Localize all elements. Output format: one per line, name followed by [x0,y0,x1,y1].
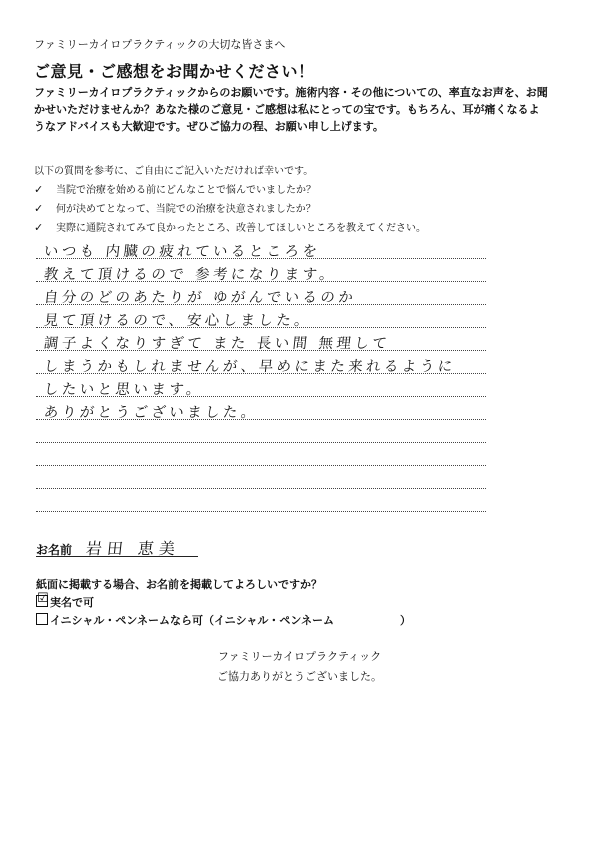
consent-option-real-name[interactable] [36,591,94,610]
check-mark: ☑ [37,591,49,606]
ruled-line [36,488,486,489]
handwritten-response-area [36,236,556,526]
question-text: 当院で治療を始める前にどんなことで悩んでいましたか？ [56,185,316,196]
handwritten-line: したいと思います。 [43,382,205,398]
check-icon: ✓ [34,221,44,234]
intro-line: かせいただけませんか？あなた様のご意見・ご感想は私にとっての宝です。もちろん、耳が痛くなるよ [34,103,540,116]
intro-line: ファミリーカイロプラクティックからのお願いです。施術内容・その他についての、率直なお声を、お聞 [34,86,548,99]
consent-option-initial[interactable] [36,612,411,628]
name-label: お名前 [36,543,73,557]
name-value: 岩田 恵美 [84,539,181,558]
handwritten-line: しまうかもしれませんが、早めにまた来れるように [43,359,457,375]
question-item [34,199,426,218]
intro-line: うなアドバイスも大歓迎です。ぜひご協力の程、お願い申し上げます。 [34,120,384,133]
checkbox-icon[interactable] [36,613,48,625]
question-list [34,180,426,237]
questions-lead: 以下の質問を参考に、ご自由にご記入いただければ幸いです。 [34,166,314,177]
handwritten-line: 調子よくなりすぎて また 長い間 無理して [43,336,391,352]
ruled-line [36,511,486,512]
handwritten-line: 教えて頂けるので 参考になります。 [43,267,338,283]
handwritten-line: いつも 内臓の疲れているところを [43,244,322,260]
page-title: ご意見・ご感想をお聞かせください！ [34,62,315,81]
option-label: 実名で可 [50,596,94,609]
intro-paragraph [34,84,554,135]
handwritten-line: 自分のどのあたりが ゆがんでいるのか [43,290,357,306]
checkbox-checked-icon[interactable] [36,591,49,607]
question-item [34,180,426,199]
check-icon: ✓ [34,202,44,215]
handwritten-line: 見て頂けるので、安心しました。 [43,313,313,329]
question-text: 実際に通院されてみて良かったところ、改善してほしいところを教えてください。 [56,223,426,234]
question-text: 何が決めてとなって、当院での治療を決意されましたか？ [56,204,316,215]
consent-question: 紙面に掲載する場合、お名前を掲載してよろしいですか？ [36,578,322,591]
check-icon: ✓ [34,183,44,196]
question-item [34,218,426,237]
handwritten-line: ありがとうございました。 [43,405,260,421]
footer-thanks: ご協力ありがとうございました。 [217,670,382,683]
greeting: ファミリーカイロプラクティックの大切な皆さまへ [34,38,286,51]
ruled-line [36,442,486,443]
name-underline [36,556,198,557]
footer-clinic-name: ファミリーカイロプラクティック [217,650,382,663]
ruled-line [36,465,486,466]
option-label: イニシャル・ペンネームなら可（イニシャル・ペンネーム ） [50,614,412,627]
